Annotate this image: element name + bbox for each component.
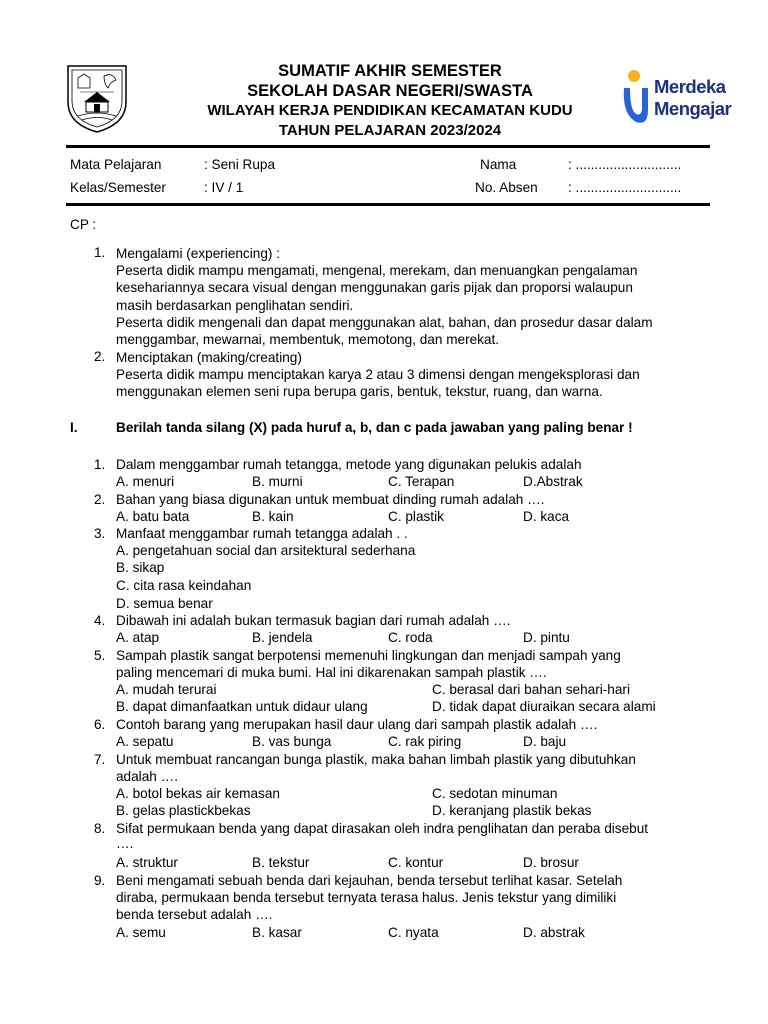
question-text: Contoh barang yang merupakan hasil daur ulang dari sampah plastik adalah ….	[116, 717, 598, 732]
answer-option[interactable]: B. sikap	[116, 560, 165, 575]
question-text: Sifat permukaan benda yang dapat dirasakan oleh indra penglihatan dan peraba disebut	[116, 821, 649, 836]
answer-option[interactable]: A. pengetahuan social dan arsitektural sederhana	[116, 543, 416, 558]
answer-option[interactable]: B. dapat dimanfaatkan untuk didaur ulang	[116, 699, 368, 714]
answer-option[interactable]: D.Abstrak	[523, 474, 583, 489]
answer-option[interactable]: C. cita rasa keindahan	[116, 578, 252, 593]
question-text: Dalam menggambar rumah tetangga, metode yang digunakan pelukis adalah	[116, 457, 582, 472]
merdeka-mengajar-wordmark	[654, 76, 731, 120]
answer-option[interactable]: C. Terapan	[388, 474, 455, 489]
question-text: Manfaat menggambar rumah tetangga adalah . .	[116, 526, 408, 541]
answer-option[interactable]: B. jendela	[252, 630, 313, 645]
answer-option[interactable]: B. vas bunga	[252, 734, 332, 749]
cp-item-1-line: Peserta didik mengenali dan dapat menggunakan alat, bahan, dan prosedur dasar dalam	[116, 314, 653, 330]
answer-option[interactable]: A. sepatu	[116, 734, 174, 749]
cp-item-1-line: kesehariannya secara visual dengan menggunakan garis pijak dan proporsi walaupun	[116, 280, 633, 296]
answer-option[interactable]: A. mudah terurai	[116, 682, 217, 697]
subject-value: : Seni Rupa	[204, 157, 276, 172]
cp-item-1-line: masih berdasarkan penglihatan sendiri.	[116, 297, 354, 313]
question-number: 7.	[94, 752, 106, 767]
answer-option[interactable]: A. menuri	[116, 474, 175, 489]
cp-label: CP :	[70, 217, 97, 232]
cp-item-number: 2.	[94, 349, 106, 364]
answer-option[interactable]: B. gelas plastickbekas	[116, 803, 251, 818]
answer-option[interactable]: D. semua benar	[116, 596, 213, 611]
cp-item-number: 1.	[94, 245, 106, 260]
class-label: Kelas/Semester	[70, 180, 166, 195]
exam-header	[150, 61, 630, 141]
question-text: Bahan yang biasa digunakan untuk membuat dinding rumah adalah ….	[116, 492, 545, 507]
answer-option[interactable]: C. nyata	[388, 925, 439, 940]
answer-option[interactable]: C. rak piring	[388, 734, 462, 749]
cp-item-1	[116, 245, 653, 348]
question-text: Untuk membuat rancangan bunga plastik, maka bahan limbah plastik yang dibutuhkan	[116, 752, 636, 767]
answer-option[interactable]: C. kontur	[388, 855, 444, 870]
cp-item-1-line: Peserta didik mampu mengamati, mengenal, merekam, dan menuangkan pengalaman	[116, 263, 638, 279]
answer-option[interactable]: D. pintu	[523, 630, 570, 645]
name-field[interactable]: : ............................	[568, 157, 682, 172]
answer-option[interactable]: C. roda	[388, 630, 433, 645]
question-text: Sampah plastik sangat berpotensi memenuhi lingkungan dan menjadi sampah yang	[116, 648, 621, 663]
answer-option[interactable]: D. keranjang plastik bekas	[432, 803, 592, 818]
answer-option[interactable]: B. tekstur	[252, 855, 310, 870]
exam-title: SUMATIF AKHIR SEMESTER	[278, 62, 502, 80]
answer-option[interactable]: D. tidak dapat diuraikan secara alami	[432, 699, 656, 714]
school-type: SEKOLAH DASAR NEGERI/SWASTA	[247, 82, 533, 100]
academic-year: TAHUN PELAJARAN 2023/2024	[278, 122, 502, 139]
question-text: paling mencemari di muka bumi. Hal ini dikarenakan sampah plastik ….	[116, 665, 547, 680]
cp-item-1-line: Mengalami (experiencing) :	[116, 246, 280, 261]
answer-option[interactable]: D. abstrak	[523, 925, 585, 940]
answer-option[interactable]: B. murni	[252, 474, 303, 489]
question-text: benda tersebut adalah ….	[116, 907, 273, 922]
brand-line-2: Mengajar	[654, 98, 732, 119]
region-line: WILAYAH KERJA PENDIDIKAN KECAMATAN KUDU	[207, 102, 573, 119]
question-text: ….	[116, 836, 134, 851]
question-text: adalah ….	[116, 769, 178, 784]
answer-option[interactable]: A. struktur	[116, 855, 178, 870]
answer-option[interactable]: A. batu bata	[116, 509, 190, 524]
answer-option[interactable]: D. brosur	[523, 855, 579, 870]
answer-option[interactable]: A. atap	[116, 630, 160, 645]
answer-option[interactable]: C. plastik	[388, 509, 444, 524]
brand-line-1: Merdeka	[654, 76, 726, 97]
question-text: diraba, permukaan benda tersebut ternyata terasa halus. Jenis tekstur yang dimiliki	[116, 890, 617, 905]
subject-label: Mata Pelajaran	[70, 157, 162, 172]
answer-option[interactable]: A. semu	[116, 925, 166, 940]
cp-item-2-line: menggunakan elemen seni rupa berupa garis, bentuk, tekstur, ruang, dan warna.	[116, 384, 603, 400]
header-rule	[66, 145, 710, 148]
answer-option[interactable]: A. botol bekas air kemasan	[116, 786, 280, 801]
answer-option[interactable]: D. kaca	[523, 509, 570, 524]
question-text: Dibawah ini adalah bukan termasuk bagian dari rumah adalah ….	[116, 613, 511, 628]
cp-item-1-line: menggambar, mewarnai, membentuk, memotong, dan merekat.	[116, 332, 500, 348]
regency-crest-logo	[64, 62, 130, 134]
answer-option[interactable]: D. baju	[523, 734, 567, 749]
answer-option[interactable]: C. sedotan minuman	[432, 786, 558, 801]
section-instruction: Berilah tanda silang (X) pada huruf a, b, dan c pada jawaban yang paling benar !	[116, 420, 633, 435]
question-text: Beni mengamati sebuah benda dari kejauhan, benda tersebut terlihat kasar. Setelah	[116, 873, 623, 888]
question-number: 6.	[94, 717, 106, 732]
cp-item-2-line: Peserta didik mampu menciptakan karya 2 atau 3 dimensi dengan mengeksplorasi dan	[116, 367, 640, 383]
cp-item-2-line: Menciptakan (making/creating)	[116, 350, 302, 365]
absen-label: No. Absen	[475, 180, 538, 195]
question-number: 5.	[94, 648, 106, 663]
question-number: 9.	[94, 873, 106, 888]
class-value: : IV / 1	[204, 180, 244, 195]
section-number: I.	[70, 420, 78, 435]
absen-field[interactable]: : ............................	[568, 180, 682, 195]
question-number: 3.	[94, 526, 106, 541]
name-label: Nama	[480, 157, 517, 172]
question-number: 1.	[94, 457, 106, 472]
answer-option[interactable]: B. kasar	[252, 925, 302, 940]
question-number: 8.	[94, 821, 106, 836]
info-rule	[66, 203, 710, 206]
cp-item-2	[116, 349, 640, 401]
answer-option[interactable]: B. kain	[252, 509, 294, 524]
question-number: 4.	[94, 613, 106, 628]
question-number: 2.	[94, 492, 106, 507]
answer-option[interactable]: C. berasal dari bahan sehari-hari	[432, 682, 630, 697]
